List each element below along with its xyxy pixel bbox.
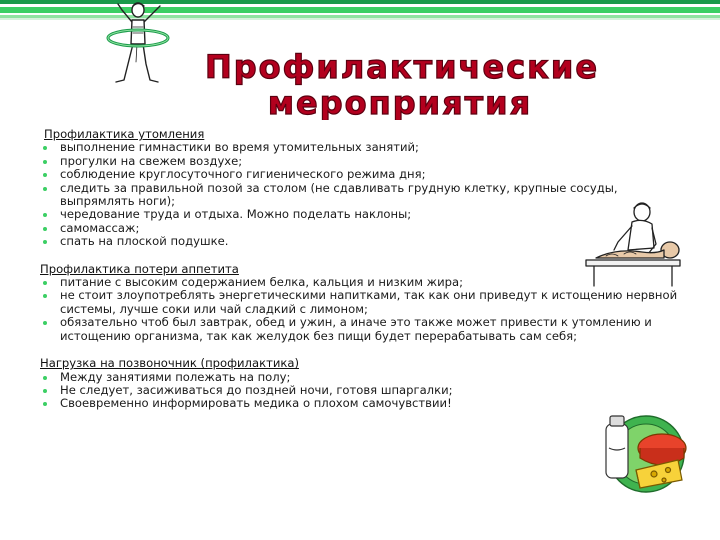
list-item: питание с высоким содержанием белка, кальция и низким жира;: [40, 276, 680, 289]
list-item: Своевременно информировать медика о плохом самочувствии!: [40, 397, 530, 410]
milk-and-cheese-clipart: [596, 408, 692, 496]
section-heading: Профилактика потери аппетита: [40, 261, 239, 276]
list-item: выполнение гимнастики во время утомительных занятий;: [40, 141, 662, 154]
section-spine-load-prevention: [40, 357, 680, 411]
title-line-2: мероприятия: [267, 84, 533, 120]
list-item: спать на плоской подушке.: [40, 235, 662, 248]
list-item: следить за правильной позой за столом (не сдавливать грудную клетку, крупные сосуды, выпрямлять ноги);: [40, 182, 662, 209]
bullet-list: [40, 371, 680, 411]
list-item: не стоит злоупотреблять энергетическими напитками, так как они приведут к истощению нервной системы, лучше соки или чай сладкий с лимоном;: [40, 289, 680, 316]
hula-hoop-man-clipart: [100, 0, 180, 86]
section-heading: Нагрузка на позвоночник (профилактика): [40, 356, 299, 371]
section-heading: Профилактика утомления: [44, 127, 205, 141]
list-item: чередование труда и отдыха. Можно поделать наклоны;: [40, 208, 662, 221]
massage-clipart: [576, 198, 692, 290]
list-item: прогулки на свежем воздухе;: [40, 155, 662, 168]
list-item: Не следует, засиживаться до поздней ночи, готовя шпаргалки;: [40, 384, 530, 397]
list-item: соблюдение круглосуточного гигиенического режима дня;: [40, 168, 662, 181]
title-line-1: Профилактические: [204, 48, 600, 86]
slide-title: [180, 48, 620, 120]
list-item: Между занятиями полежать на полу;: [40, 371, 530, 384]
list-item: самомассаж;: [40, 222, 662, 235]
list-item: обязательно чтоб был завтрак, обед и ужин, а иначе это также может привести к утомлению и истощению организма, так как желудок без пищи будет перерабатывать сам себя;: [40, 316, 680, 343]
